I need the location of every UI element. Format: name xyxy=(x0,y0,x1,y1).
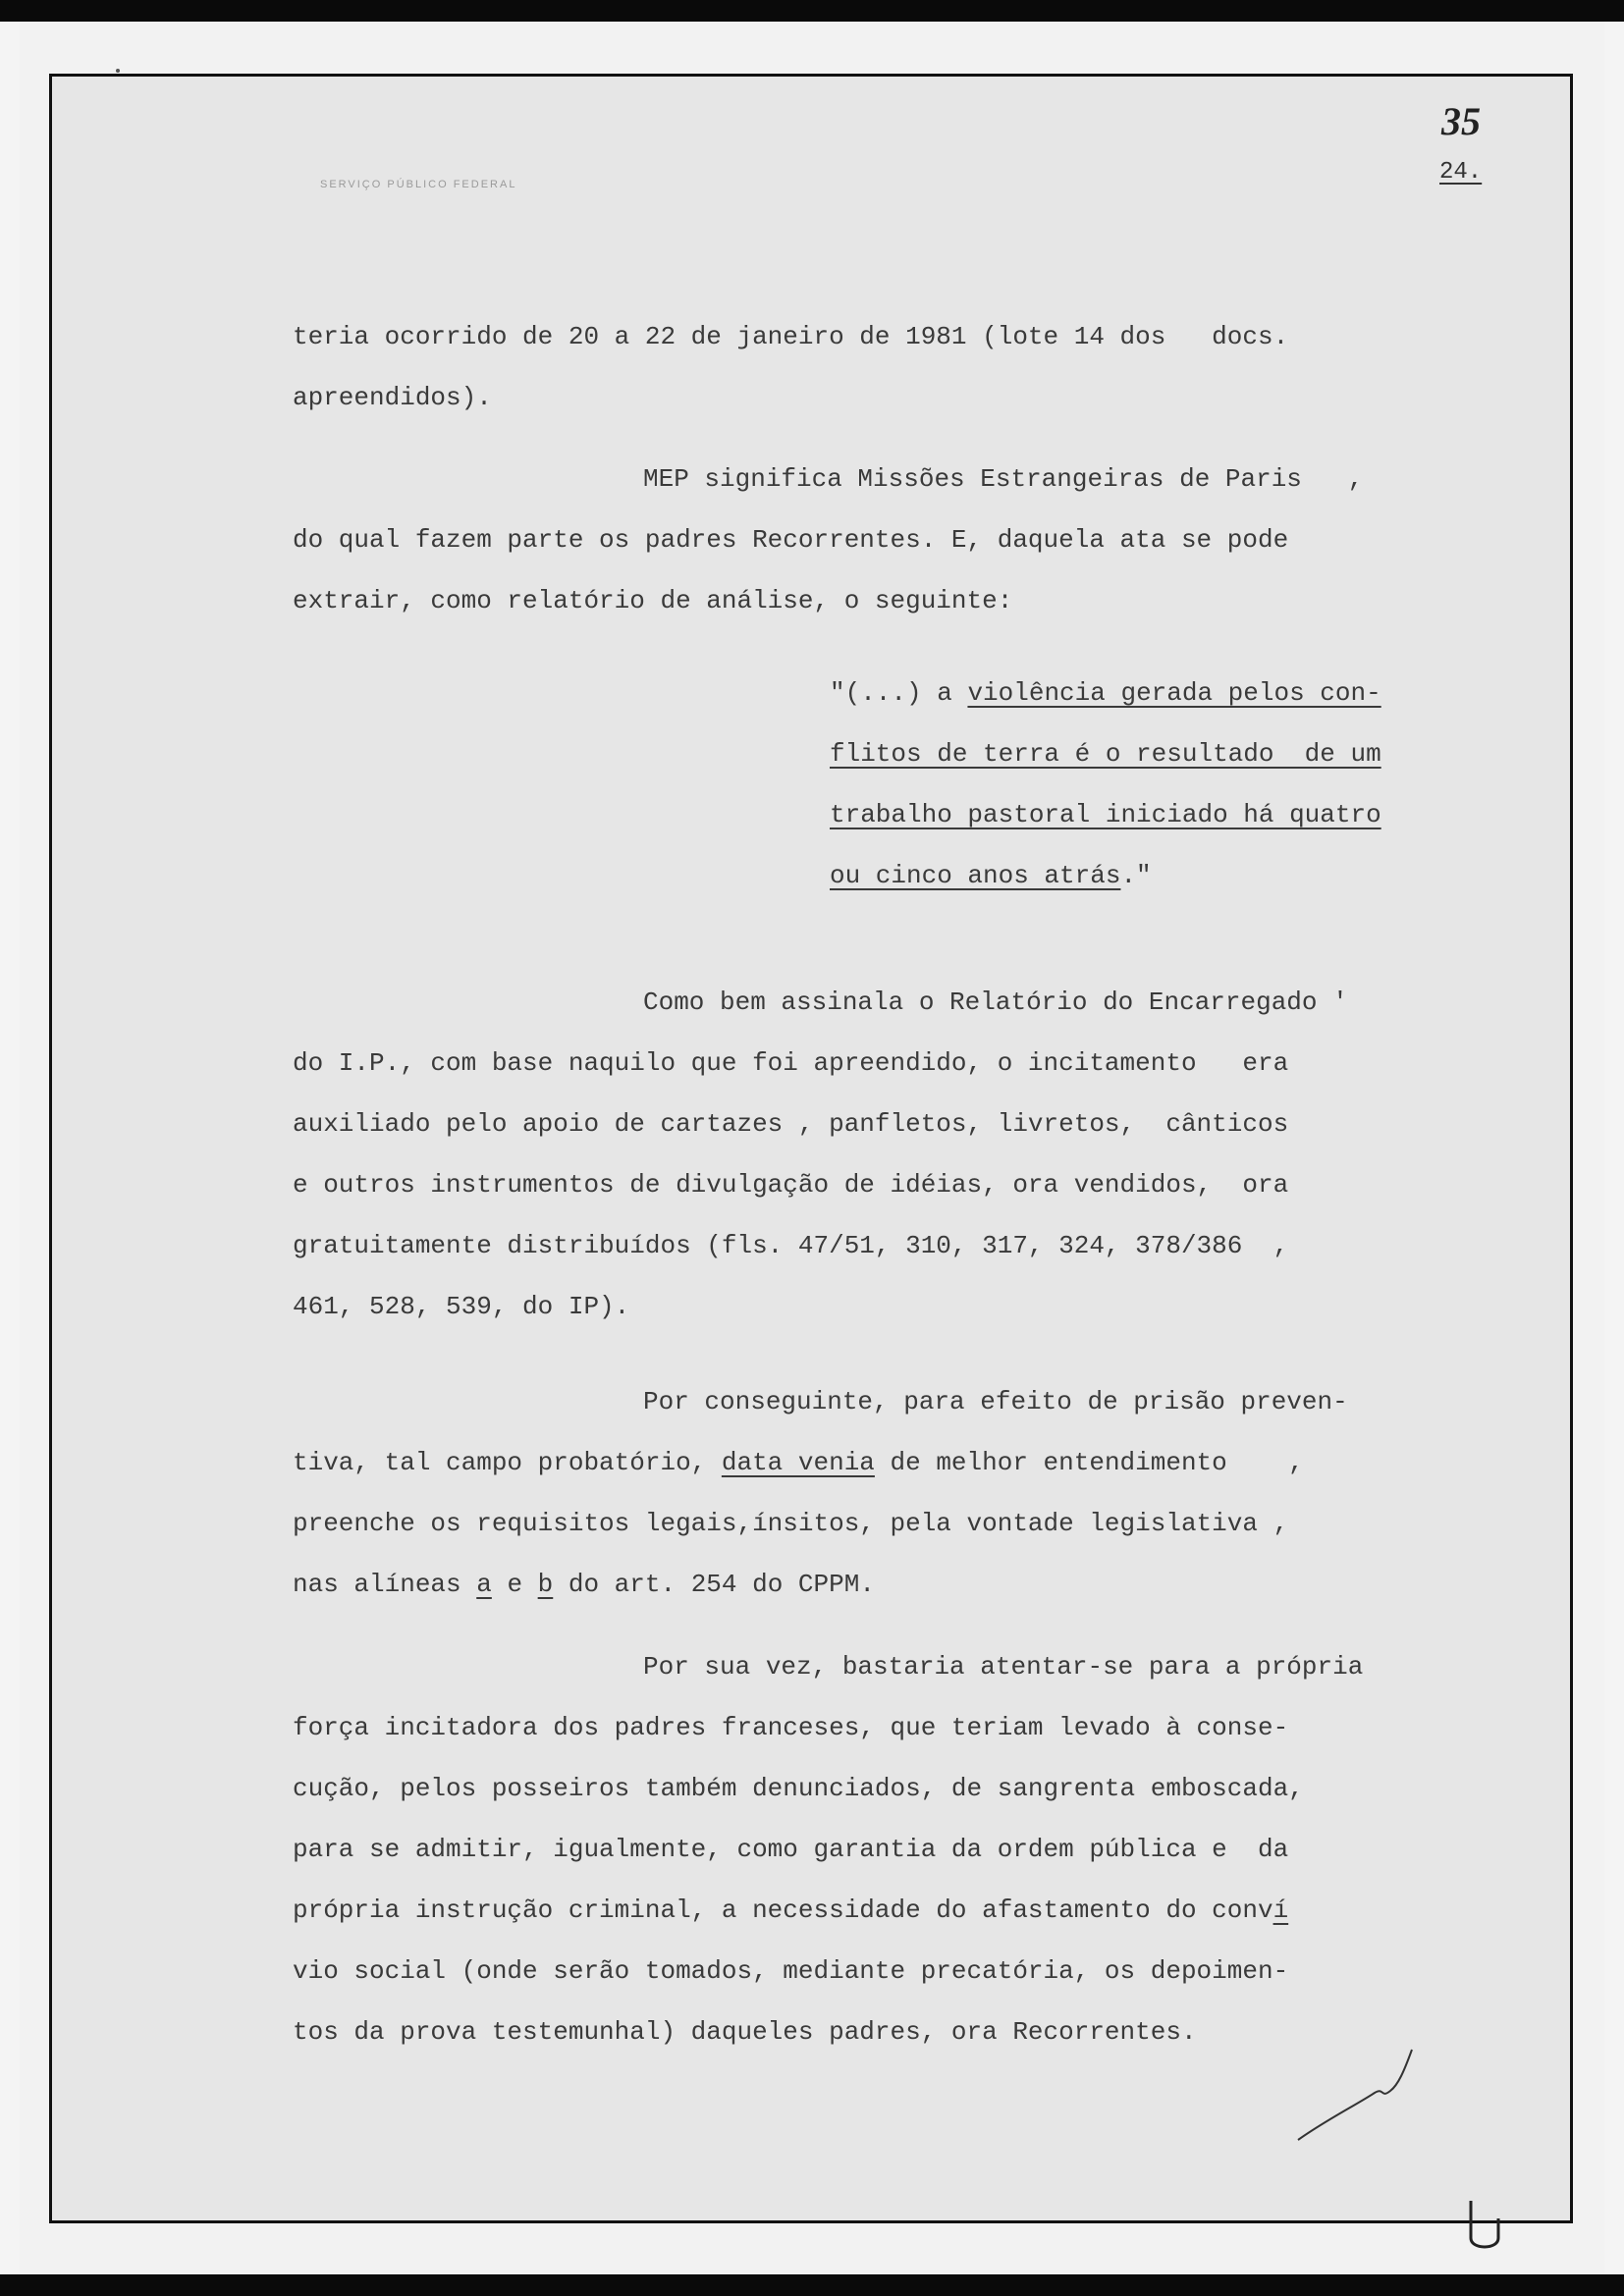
quote-line: trabalho pastoral iniciado há quatro xyxy=(830,800,1381,829)
quote-line xyxy=(830,678,1381,708)
letterhead-stamp: SERVIÇO PÚBLICO FEDERAL xyxy=(320,179,517,190)
text-segment: í xyxy=(1272,1896,1289,1925)
text-line: auxiliado pelo apoio de cartazes , panfletos, livretos, cânticos xyxy=(293,1109,1289,1139)
text-line: MEP significa Missões Estrangeiras de Paris , xyxy=(643,464,1364,494)
text-line: 461, 528, 539, do IP). xyxy=(293,1292,630,1321)
text-segment: nas alíneas xyxy=(293,1570,477,1599)
text-segment: do art. 254 do CPPM. xyxy=(553,1570,875,1599)
text-line: do qual fazem parte os padres Recorrentes. E, daquela ata se pode xyxy=(293,525,1289,555)
text-line: Por sua vez, bastaria atentar-se para a própria xyxy=(643,1652,1364,1682)
quote-underlined: ou cinco anos atrás xyxy=(830,861,1121,890)
text-line: força incitadora dos padres franceses, que teriam levado à conse- xyxy=(293,1713,1289,1742)
text-line: cução, pelos posseiros também denunciados, de sangrenta emboscada, xyxy=(293,1774,1304,1803)
text-segment: própria instrução criminal, a necessidade do afastamento do conv xyxy=(293,1896,1273,1925)
quote-line xyxy=(830,861,1152,890)
text-line: extrair, como relatório de análise, o seguinte: xyxy=(293,586,1013,615)
text-line: do I.P., com base naquilo que foi apreendido, o incitamento era xyxy=(293,1048,1289,1078)
text-line xyxy=(293,1896,1288,1925)
text-line: Por conseguinte, para efeito de prisão preven- xyxy=(643,1387,1348,1416)
text-line: gratuitamente distribuídos (fls. 47/51, 310, 317, 324, 378/386 , xyxy=(293,1231,1289,1260)
text-line: tos da prova testemunhal) daqueles padres, ora Recorrentes. xyxy=(293,2017,1197,2047)
scan-bottom-border xyxy=(0,2274,1624,2296)
text-line: para se admitir, igualmente, como garantia da ordem pública e da xyxy=(293,1835,1289,1864)
quote-open: "(...) a xyxy=(830,678,968,708)
handwritten-page-number: 35 xyxy=(1441,99,1481,143)
text-segment: tiva, tal campo probatório, xyxy=(293,1448,722,1477)
text-line: e outros instrumentos de divulgação de idéias, ora vendidos, ora xyxy=(293,1170,1289,1200)
text-line xyxy=(293,1448,1304,1477)
text-line: preenche os requisitos legais,ínsitos, pela vontade legislativa , xyxy=(293,1509,1289,1538)
text-line: Como bem assinala o Relatório do Encarregado ' xyxy=(643,988,1348,1017)
scan-top-border xyxy=(0,0,1624,22)
text-segment: de melhor entendimento , xyxy=(874,1448,1304,1477)
text-line xyxy=(293,1570,875,1599)
item-letter-b: b xyxy=(537,1570,554,1599)
dust-speck xyxy=(116,69,120,73)
handwritten-initials xyxy=(1296,2042,1434,2150)
scan-clip-mark xyxy=(1463,2199,1512,2258)
text-line: apreendidos). xyxy=(293,383,492,412)
item-letter-a: a xyxy=(476,1570,492,1599)
text-segment: e xyxy=(491,1570,538,1599)
quote-line: flitos de terra é o resultado de um xyxy=(830,739,1381,769)
typed-page-number: 24. xyxy=(1439,159,1483,186)
quote-close: ." xyxy=(1120,861,1152,890)
quote-underlined: violência gerada pelos con- xyxy=(967,678,1381,708)
text-line: teria ocorrido de 20 a 22 de janeiro de 1981 (lote 14 dos docs. xyxy=(293,322,1289,351)
text-line: vio social (onde serão tomados, mediante precatória, os depoimen- xyxy=(293,1956,1289,1986)
latin-phrase: data venia xyxy=(721,1448,875,1477)
